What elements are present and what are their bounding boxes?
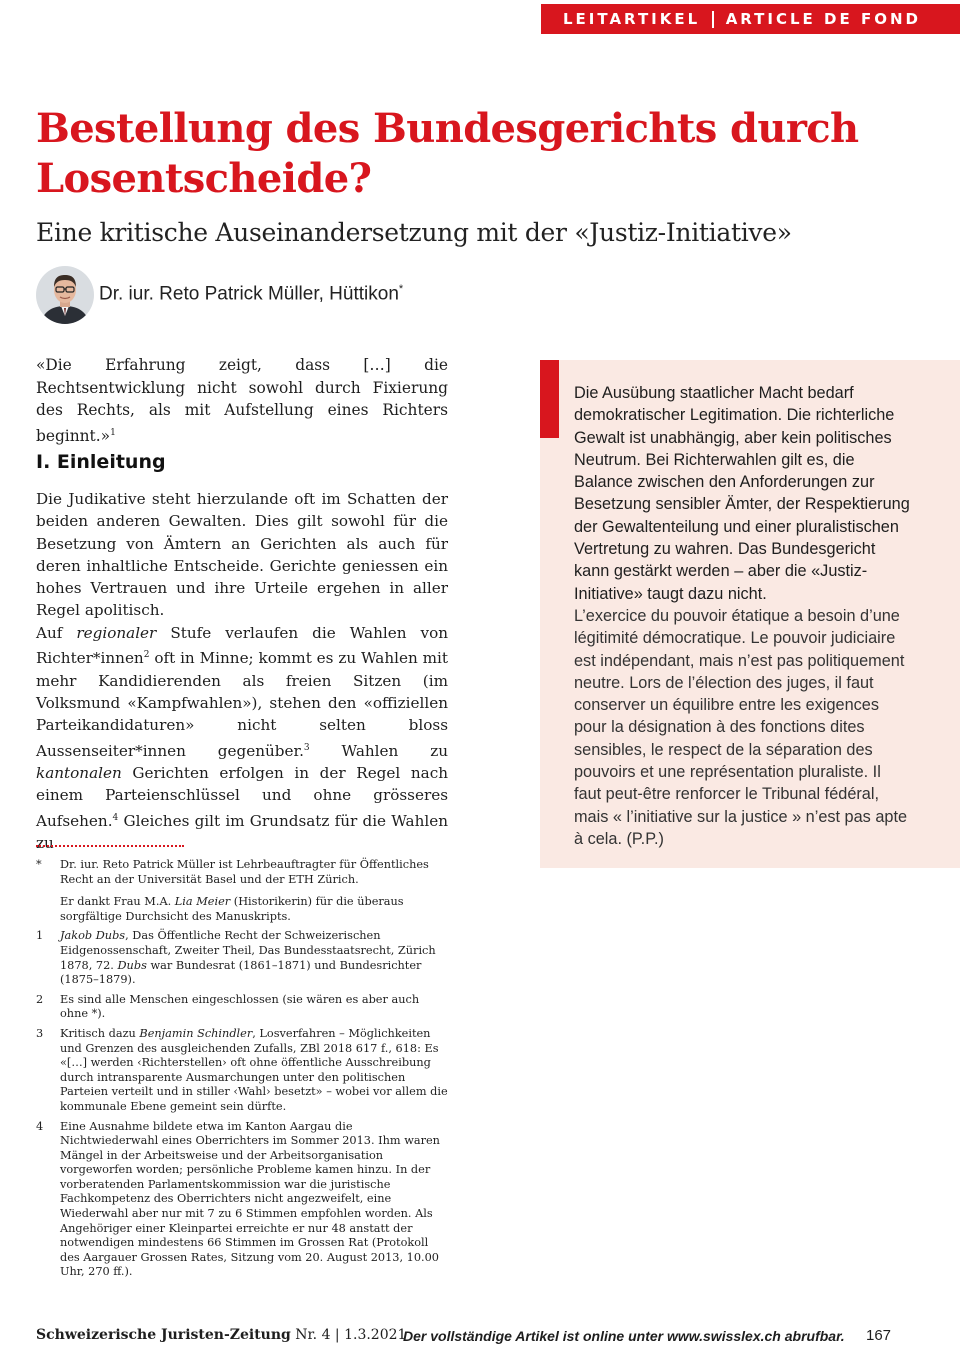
footnote-4 <box>36 1120 448 1281</box>
p2-emphasis-regional: regionaler <box>76 624 157 642</box>
footer-journal <box>36 1327 406 1343</box>
footnotes <box>36 858 448 1285</box>
section-heading: I. Einleitung <box>36 451 166 473</box>
footer-online-note: Der vollständige Artikel ist online unter www.swisslex.ch abrufbar. <box>403 1328 845 1344</box>
footnote-ref-4: 4 <box>112 812 119 823</box>
section-label-de: LEITARTIKEL <box>563 10 701 28</box>
footnote-text: , Losverfahren – Möglichkeiten und Grenzen des ausgleichenden Zufalls, ZBl 2018 617 f., 618: Es «[…] werden ‹Richterstellen› oft ohne öffentliche Ausschreibung durch intransparente Ausmarchungen unter den politischen Parteien verteilt und in stiller ‹Wahl› besetzt» – wobei vor allem die kommunale Ebene gemeint sein dürfte. <box>60 1026 448 1113</box>
p2-text: Gleiches gilt im Grundsatz für die Wahlen zu <box>36 811 448 852</box>
footnote-author: Dubs <box>117 958 147 972</box>
p2-emphasis-cantonal: kantonalen <box>36 763 122 782</box>
abstract-german: Die Ausübung staatlicher Macht bedarf demokratischer Legitimation. Die richterliche Gewalt ist unabhängig, aber kein politisches Neutrum. Bei Richterwahlen gilt es, die Balance zwischen den Anforderungen zur Besetzung sensibler Ämter, der Respektierung der Gewaltenteilung und einer pluralistischen Vertretung zu wahren. Das Bundesgericht kann gestärkt werden – aber die «Justiz-Initiative» taugt dazu nicht. <box>574 384 910 603</box>
epigraph-note-ref: 1 <box>110 427 116 438</box>
footnote-ref-2: 2 <box>143 650 150 661</box>
p2-text: oft in Minne; kommt es zu Wahlen mit mehr Kandidierenden als freien Sitzen (im Volksmund «Kampfwahlen»), stehen den «offiziellen Parteikandidaturen» nicht selten bloss Aussenseiter*innen gegenüber. <box>36 649 448 760</box>
author-footnote-mark: * <box>398 283 404 295</box>
footnote-text: Es sind alle Menschen eingeschlossen (sie wären es aber auch ohne *). <box>60 992 420 1021</box>
paragraph-intro: Die Judikative steht hierzulande oft im Schatten der beiden anderen Gewalten. Dies gilt sowohl für die Besetzung von Ämtern an Gerichten als auch für deren inhaltliche Entscheide. Gerichte geniessen ein hohes Vertrauen und ihre Urteile ergehen in aller Regel apolitisch. <box>36 490 448 620</box>
footnote-ref-3: 3 <box>303 742 310 753</box>
footnote-mark: 2 <box>36 992 44 1006</box>
footnote-2 <box>36 993 448 1022</box>
article-subtitle: Eine kritische Auseinandersetzung mit der «Justiz-Initiative» <box>36 218 792 247</box>
footnote-1 <box>36 929 448 987</box>
footnote-mark: * <box>36 858 42 871</box>
journal-name: Schweizerische Juristen-Zeitung <box>36 1327 291 1343</box>
footnote-mark: 4 <box>36 1119 44 1133</box>
p2-text: Gerichten erfolgen in der Regel nach einem Parteienschlüssel und ohne grösseres Aufsehen. <box>36 763 448 830</box>
paragraph-elections <box>36 622 448 854</box>
author-portrait-icon <box>36 266 94 324</box>
footnote-star-thanks <box>36 895 448 924</box>
footnote-author: Benjamin Schindler <box>139 1026 253 1040</box>
p2-text: Stufe verlaufen die Wahlen von Richter*innen <box>36 624 448 668</box>
footnote-text: Kritisch dazu <box>60 1026 140 1040</box>
page-number: 167 <box>866 1327 892 1344</box>
footnote-text: , Das Öffentliche Recht der Schweizerischen Eidgenossenschaft, Zweiter Theil, Das Bundesstaatsrecht, Zürich 1878, 72. <box>60 929 436 972</box>
p2-text: Auf <box>36 624 77 642</box>
footnote-person: Lia Meier <box>174 895 231 909</box>
epigraph-text: «Die Erfahrung zeigt, dass […] die Rechtsentwicklung nicht sowohl durch Fixierung des Rechts, als mit Aufstellung eines Richters beginnt.» <box>36 356 448 445</box>
footnote-text: Eine Ausnahme bildete etwa im Kanton Aargau die Nichtwiederwahl eines Oberrichters im Sommer 2013. Ihm waren Mängel in der Arbeitsweise und der Arbeitsorganisation vorgeworfen worden; persönliche Probleme kamen hinzu. In der vorberatenden Parlamentskommission war die juristische Fachkompetenz des Oberrichters nicht angezweifelt, eine Wiederwahl aber nur mit 7 zu 6 Stimmen empfohlen worden. Als Angehöriger einer Kleinpartei erreichte er nur 48 anstatt der notwendigen mindestens 66 Stimmen im Grossen Rat (Protokoll des Aargauer Grossen Rates, Sitzung vom 20. August 2013, 10.00 Uhr, 270 ff.). <box>60 1119 440 1279</box>
footnote-text: Dr. iur. Reto Patrick Müller ist Lehrbeauftragter für Öffentliches Recht an der Universität Basel und der ETH Zürich. <box>60 858 429 886</box>
section-label-divider <box>712 11 714 28</box>
abstract-accent-bar <box>540 360 559 438</box>
footnote-text: (Historikerin) für die überaus sorgfältige Durchsicht des Manuskripts. <box>60 895 404 923</box>
footnote-mark: 3 <box>36 1026 44 1040</box>
footnote-divider <box>36 845 184 847</box>
journal-issue: Nr. 4 | 1.3.2021 <box>295 1327 407 1343</box>
author-photo <box>36 266 94 324</box>
author-name: Dr. iur. Reto Patrick Müller, Hüttikon <box>99 283 399 305</box>
section-label <box>541 4 960 34</box>
footnote-3 <box>36 1027 448 1115</box>
abstract-french: L’exercice du pouvoir étatique a besoin d’une légitimité démocratique. Le pouvoir judiciaire est indépendant, mais n’est pas politiquement neutre. Lors de l’élection des juges, il faut conserver un équilibre entre les exigences pour la désignation à des fonctions dites sensibles, le respect de la séparation des pouvoirs et une représentation pluraliste. Il faut peut-être renforcer le Tribunal fédéral, mais « l’initiative sur la justice » n’est pas apte à cela. (P.P.) <box>574 607 908 848</box>
section-label-fr: ARTICLE DE FOND <box>725 10 921 28</box>
footnote-star <box>36 858 448 887</box>
footnote-author: Jakob Dubs <box>60 929 126 943</box>
article-title: Bestellung des Bundesgerichts durch Losentscheide? <box>36 105 859 202</box>
p2-text: Wahlen zu <box>309 741 448 760</box>
footnote-text: war Bundesrat (1861–1871) und Bundesrichter (1875–1879). <box>60 958 422 987</box>
footnote-text <box>60 1027 448 1115</box>
author-line <box>99 283 403 305</box>
epigraph-quote <box>36 354 448 447</box>
footnote-text <box>60 929 448 987</box>
footnote-text: Er dankt Frau M.A. <box>60 895 175 909</box>
footnote-mark: 1 <box>36 929 44 943</box>
